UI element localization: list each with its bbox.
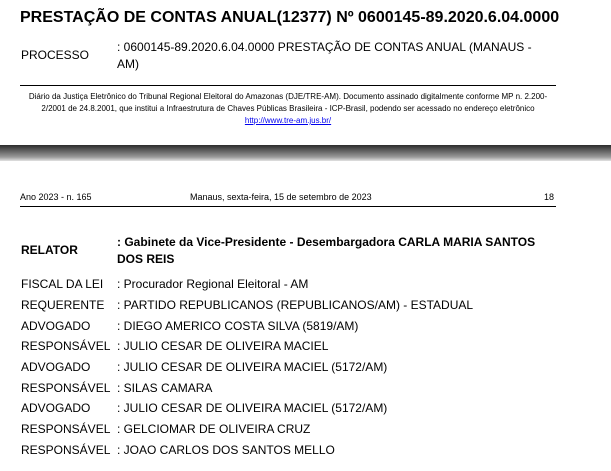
party-role: RESPONSÁVEL — [21, 339, 111, 354]
party-row — [21, 336, 473, 357]
page-header-edition: Ano 2023 - n. 165 — [20, 192, 92, 202]
relator-value: : Gabinete da Vice-Presidente - Desembargadora CARLA MARIA SANTOS DOS REIS — [117, 235, 536, 266]
party-name: : DIEGO AMERICO COSTA SILVA (5819/AM) — [117, 318, 359, 333]
party-role: RESPONSÁVEL — [21, 380, 111, 395]
party-role: ADVOGADO — [21, 401, 91, 416]
party-row — [21, 315, 473, 336]
party-name: : JOAO CARLOS DOS SANTOS MELLO — [117, 442, 335, 457]
page-header-date: Manaus, sexta-feira, 15 de setembro de 2023 — [190, 192, 372, 202]
footer-divider — [20, 85, 556, 86]
party-row — [21, 419, 473, 440]
party-row — [21, 274, 473, 295]
party-role: ADVOGADO — [21, 360, 91, 375]
party-role: REQUERENTE — [21, 298, 105, 313]
party-role: ADVOGADO — [21, 318, 91, 333]
party-name: : SILAS CAMARA — [117, 380, 213, 395]
party-name: : PARTIDO REPUBLICANOS (REPUBLICANOS/AM) - ESTADUAL — [117, 298, 474, 313]
party-row — [21, 357, 473, 378]
party-role: RESPONSÁVEL — [21, 442, 111, 457]
page-header-number: 18 — [543, 192, 554, 202]
party-role: FISCAL DA LEI — [21, 277, 104, 292]
footer-link[interactable]: http://www.tre-am.jus.br/ — [244, 116, 332, 125]
party-role: RESPONSÁVEL — [21, 422, 111, 437]
party-name: : JULIO CESAR DE OLIVEIRA MACIEL — [117, 339, 329, 354]
party-name: : Procurador Regional Eleitoral - AM — [117, 277, 309, 292]
document-title: PRESTAÇÃO DE CONTAS ANUAL(12377) Nº 0600145-89.2020.6.04.0000 — [20, 9, 560, 26]
party-name: : GELCIOMAR DE OLIVEIRA CRUZ — [117, 422, 311, 437]
footer-notice-text: Diário da Justiça Eletrônico do Tribunal Regional Eleitoral do Amazonas (DJE/TRE-AM). Documento assinado digitalmente conforme MP n. 2.200-2/2001 de 24.8.2001, que institui a Infraestrutura de Chaves Públicas Brasileira - ICP-Brasil, podendo ser acessado no endereço eletrônico — [28, 92, 548, 113]
party-name: : JULIO CESAR DE OLIVEIRA MACIEL (5172/AM) — [117, 401, 388, 416]
party-name: : JULIO CESAR DE OLIVEIRA MACIEL (5172/AM) — [117, 360, 388, 375]
processo-label: PROCESSO — [21, 48, 90, 62]
relator-label: RELATOR — [21, 243, 78, 257]
page-header-divider — [20, 206, 556, 207]
party-row — [21, 377, 473, 398]
party-row — [21, 295, 473, 316]
party-row — [21, 398, 473, 419]
footer-notice — [20, 91, 556, 127]
party-row — [21, 440, 473, 461]
processo-value: : 0600145-89.2020.6.04.0000 PRESTAÇÃO DE CONTAS ANUAL (MANAUS - AM) — [117, 40, 532, 71]
parties-list — [21, 274, 473, 460]
page-break-band — [0, 145, 611, 161]
